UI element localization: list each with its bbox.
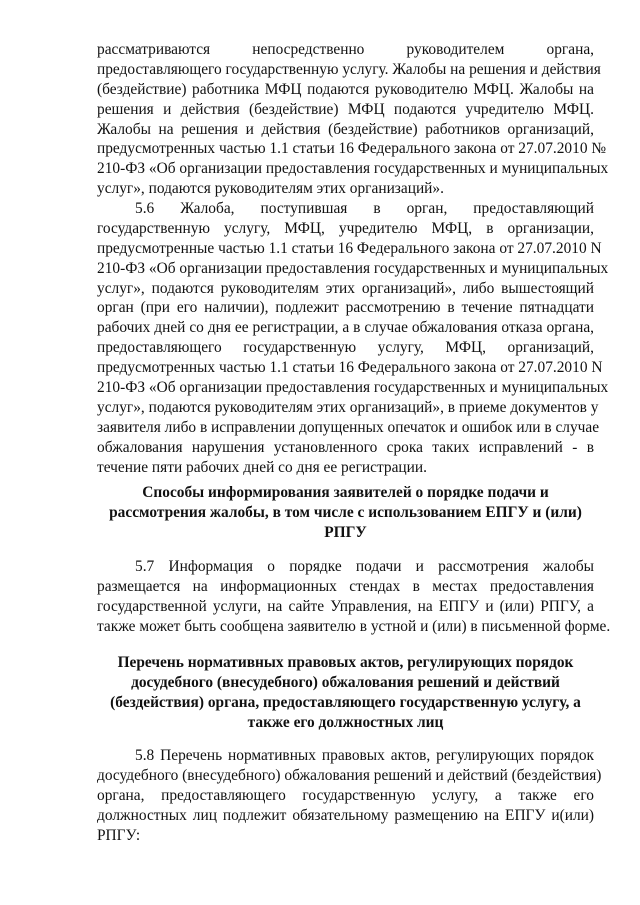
text-line: услуг», подаются руководителям этих организаций». — [97, 180, 444, 198]
text-line: 5.7 Информация о порядке подачи и рассмотрения жалобы — [135, 558, 594, 575]
text-line: размещается на информационных стендах в местах предоставления — [97, 577, 594, 595]
text-line: 5.8 Перечень нормативных правовых актов, регулирующих порядок — [135, 747, 594, 764]
paragraph-5-6 — [97, 199, 609, 477]
heading-line: рассмотрения жалобы, в том числе с использованием ЕПГУ и (или) — [109, 503, 582, 521]
text-line: течение пяти рабочих дней со дня ее регистрации. — [97, 458, 427, 476]
text-line: обжалования нарушения установленного срока таких исправлений - в — [97, 438, 594, 456]
text-line: (бездействие) работника МФЦ подаются руководителю МФЦ. Жалобы на — [97, 80, 594, 98]
text-line: 210-ФЗ «Об организации предоставления государственных и муниципальных — [97, 160, 609, 178]
text-line: услуг», подаются руководителям этих организаций», в приеме документов у — [97, 398, 599, 416]
heading-line: РПГУ — [324, 523, 367, 541]
text-line: предоставляющего государственную услугу, МФЦ, организаций, — [97, 339, 594, 357]
text-line: 210-ФЗ «Об организации предоставления государственных и муниципальных — [97, 259, 609, 277]
paragraph-5-5-continuation — [97, 40, 609, 199]
text-line: рабочих дней со дня ее регистрации, а в случае обжалования отказа органа, — [97, 319, 594, 337]
text-line: предусмотренных частью 1.1 статьи 16 Федерального закона от 27.07.2010 N — [97, 359, 603, 377]
text-line: органа, предоставляющего государственную услугу, а также его — [97, 786, 594, 804]
section-heading-legal-acts — [97, 653, 594, 733]
text-line: услуг», подаются руководителям этих организаций», либо вышестоящий — [97, 279, 594, 297]
text-line: РПГУ: — [97, 826, 141, 844]
text-line: предусмотренных частью 1.1 статьи 16 Федерального закона от 27.07.2010 № — [97, 140, 607, 158]
heading-line: досудебного (внесудебного) обжалования решений и действий — [131, 673, 560, 691]
heading-line: Способы информирования заявителей о порядке подачи и — [142, 484, 549, 501]
text-line: досудебного (внесудебного) обжалования решений и действий (бездействия) — [97, 766, 602, 784]
text-line: 5.6 Жалоба, поступившая в орган, предоставляющий — [135, 200, 594, 217]
text-line: предусмотренные частью 1.1 статьи 16 Федерального закона от 27.07.2010 N — [97, 239, 602, 257]
text-line: государственной услуги, на сайте Управления, на ЕПГУ и (или) РПГУ, а — [97, 597, 594, 615]
paragraph-5-7 — [97, 557, 611, 637]
paragraph-5-8 — [97, 746, 602, 845]
heading-line: также его должностных лиц — [247, 713, 444, 731]
text-line: рассматриваются непосредственно руководителем органа, — [97, 41, 594, 58]
heading-line: (бездействия) органа, предоставляющего государственную услугу, а — [110, 693, 581, 711]
text-line: Жалобы на решения и действия (бездействие) работников организаций, — [97, 120, 594, 138]
text-line: предоставляющего государственную услугу. Жалобы на решения и действия — [97, 60, 601, 78]
heading-line: Перечень нормативных правовых актов, регулирующих порядок — [117, 654, 574, 671]
text-line: орган (при его наличии), подлежит рассмотрению в течение пятнадцати — [97, 299, 594, 317]
text-line: решения и действия (бездействие) МФЦ подаются учредителю МФЦ. — [97, 100, 594, 118]
text-line: должностных лиц подлежит обязательному размещению на ЕПГУ и(или) — [97, 806, 594, 824]
text-line: заявителя либо в исправлении допущенных опечаток и ошибок или в случае — [97, 418, 600, 436]
text-line: 210-ФЗ «Об организации предоставления государственных и муниципальных — [97, 379, 609, 397]
text-line: государственную услугу, МФЦ, учредителю МФЦ, в организации, — [97, 219, 594, 237]
text-line: также может быть сообщена заявителю в устной и (или) в письменной форме. — [97, 617, 611, 635]
section-heading-methods — [97, 483, 594, 543]
